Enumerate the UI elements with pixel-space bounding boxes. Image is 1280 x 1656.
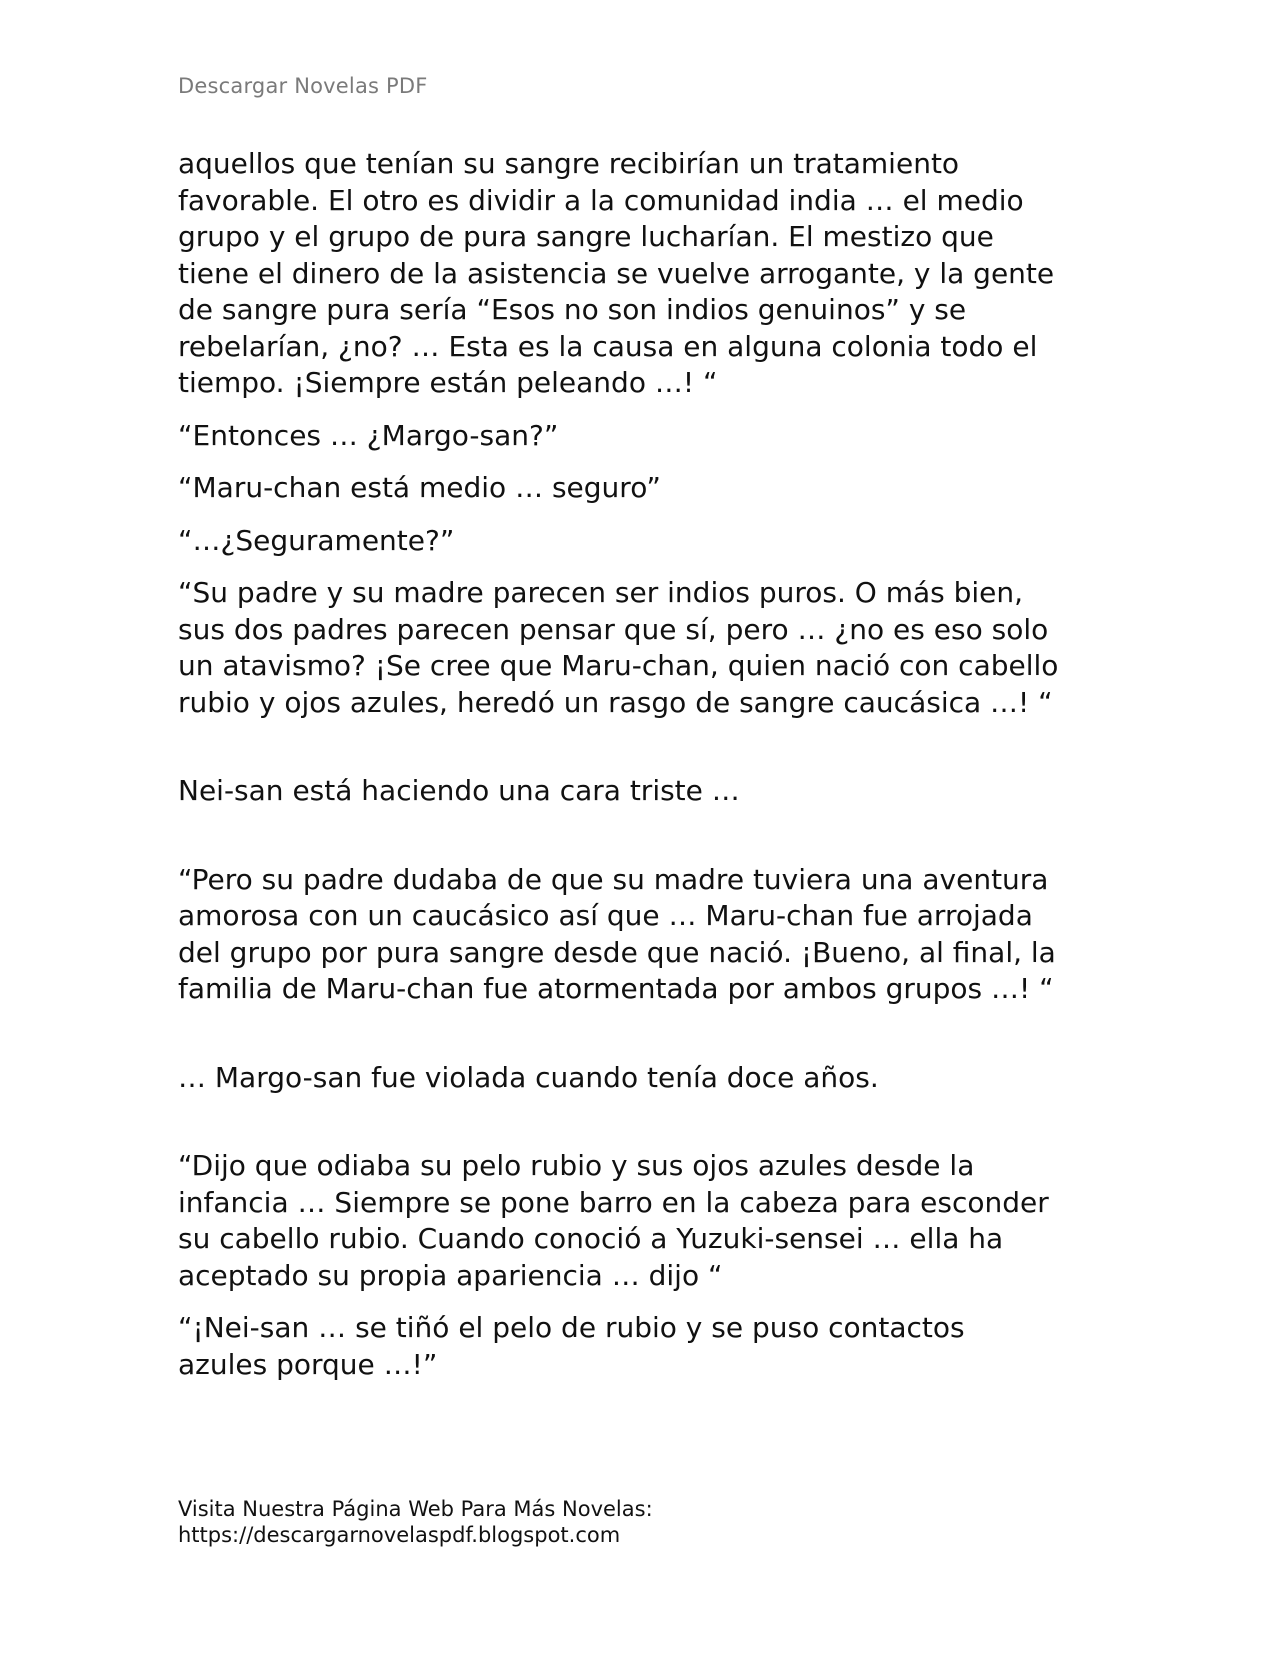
footer-link[interactable]: https://descargarnovelaspdf.blogspot.com	[178, 1523, 621, 1547]
paragraph: aquellos que tenían su sangre recibirían un tratamiento favorable. El otro es dividir a la comunidad india … el medio grupo y el grupo de pura sangre lucharían. El mestizo que tiene el dinero de la asistencia se vuelve arrogante, y la gente de sangre pura sería “Esos no son indios genuinos” y se rebelarían, ¿no? … Esta es la causa en alguna colonia todo el tiempo. ¡Siempre están peleando …! “	[178, 147, 1055, 399]
paragraph: “…¿Seguramente?”	[178, 523, 455, 557]
paragraph: “Pero su padre dudaba de que su madre tuviera una aventura amorosa con un caucásico así que … Maru-chan fue arrojada del grupo por pura sangre desde que nació. ¡Bueno, al final, la familia de Maru-chan fue atormentada por ambos grupos …! “	[178, 862, 1056, 1005]
footer-text: Visita Nuestra Página Web Para Más Novelas:	[178, 1497, 653, 1521]
paragraph: … Margo-san fue violada cuando tenía doce años.	[178, 1060, 879, 1094]
page-footer	[178, 1496, 653, 1548]
paragraph: “Su padre y su madre parecen ser indios puros. O más bien, sus dos padres parecen pensar que sí, pero … ¿no es eso solo un atavismo? ¡Se cree que Maru-chan, quien nació con cabello rubio y ojos azules, heredó un rasgo de sangre caucásica …! “	[178, 576, 1059, 719]
paragraph: “Dijo que odiaba su pelo rubio y sus ojos azules desde la infancia … Siempre se pone barro en la cabeza para esconder su cabello rubio. Cuando conoció a Yuzuki-sensei … ella ha aceptado su propia apariencia … dijo “	[178, 1149, 1049, 1292]
paragraph: “¡Nei-san … se tiñó el pelo de rubio y se puso contactos azules porque …!”	[178, 1311, 965, 1381]
paragraph: Nei-san está haciendo una cara triste …	[178, 774, 740, 807]
paragraph: “Entonces … ¿Margo-san?”	[178, 418, 559, 452]
page-header: Descargar Novelas PDF	[178, 74, 428, 98]
paragraph: “Maru-chan está medio … seguro”	[178, 471, 661, 504]
document-body	[178, 146, 1098, 1399]
